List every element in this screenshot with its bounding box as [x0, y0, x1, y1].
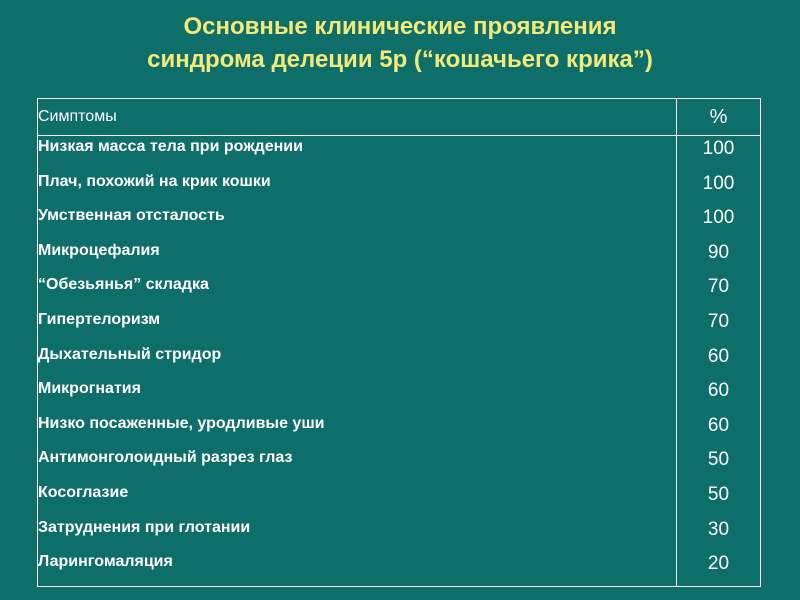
- symptom-name: Микрогнатия: [38, 380, 141, 398]
- symptom-name: Плач, похожий на крик кошки: [38, 172, 271, 190]
- percent-value: 60: [707, 345, 730, 367]
- symptom-name: Умственная отсталость: [38, 207, 225, 225]
- symptom-names-cell: [38, 136, 677, 587]
- symptom-name: Гипертелоризм: [38, 310, 161, 328]
- symptom-name: “Обезьянья” складка: [38, 276, 209, 294]
- percent-value: 60: [707, 380, 730, 402]
- percent-value: 100: [702, 207, 735, 229]
- percent-value: 50: [707, 483, 730, 505]
- percent-value: 100: [702, 138, 735, 159]
- symptom-name: Антимонголоидный разрез глаз: [38, 449, 293, 467]
- table-header-row: [38, 99, 761, 136]
- header-percent: %: [677, 99, 761, 136]
- percent-value: 100: [702, 172, 735, 194]
- symptom-name: Микроцефалия: [38, 241, 160, 259]
- symptom-name: Ларингомаляция: [38, 553, 173, 571]
- symptom-name: Косоглазие: [38, 483, 129, 501]
- percent-value: 60: [707, 414, 730, 436]
- percent-value: 30: [707, 518, 730, 540]
- percent-value: 70: [707, 310, 730, 332]
- symptom-name: Дыхательный стридор: [38, 345, 222, 363]
- symptom-name: Низко посаженные, уродливые уши: [38, 414, 325, 432]
- title-line-1: Основные клинические проявления: [183, 13, 617, 40]
- symptom-name: Низкая масса тела при рождении: [38, 138, 303, 155]
- table-body-row: [38, 136, 761, 587]
- header-symptoms: Симптомы: [38, 99, 677, 136]
- percent-values-cell: [677, 136, 761, 587]
- percent-value: 70: [707, 276, 730, 298]
- title-line-2: синдрома делеции 5р (“кошачьего крика”): [147, 46, 653, 73]
- symptoms-table: [37, 98, 761, 587]
- slide-title: [0, 10, 800, 76]
- percent-value: 90: [707, 241, 730, 263]
- percent-value: 50: [707, 449, 730, 471]
- percent-value: 20: [707, 553, 730, 575]
- symptom-name: Затруднения при глотании: [38, 518, 251, 536]
